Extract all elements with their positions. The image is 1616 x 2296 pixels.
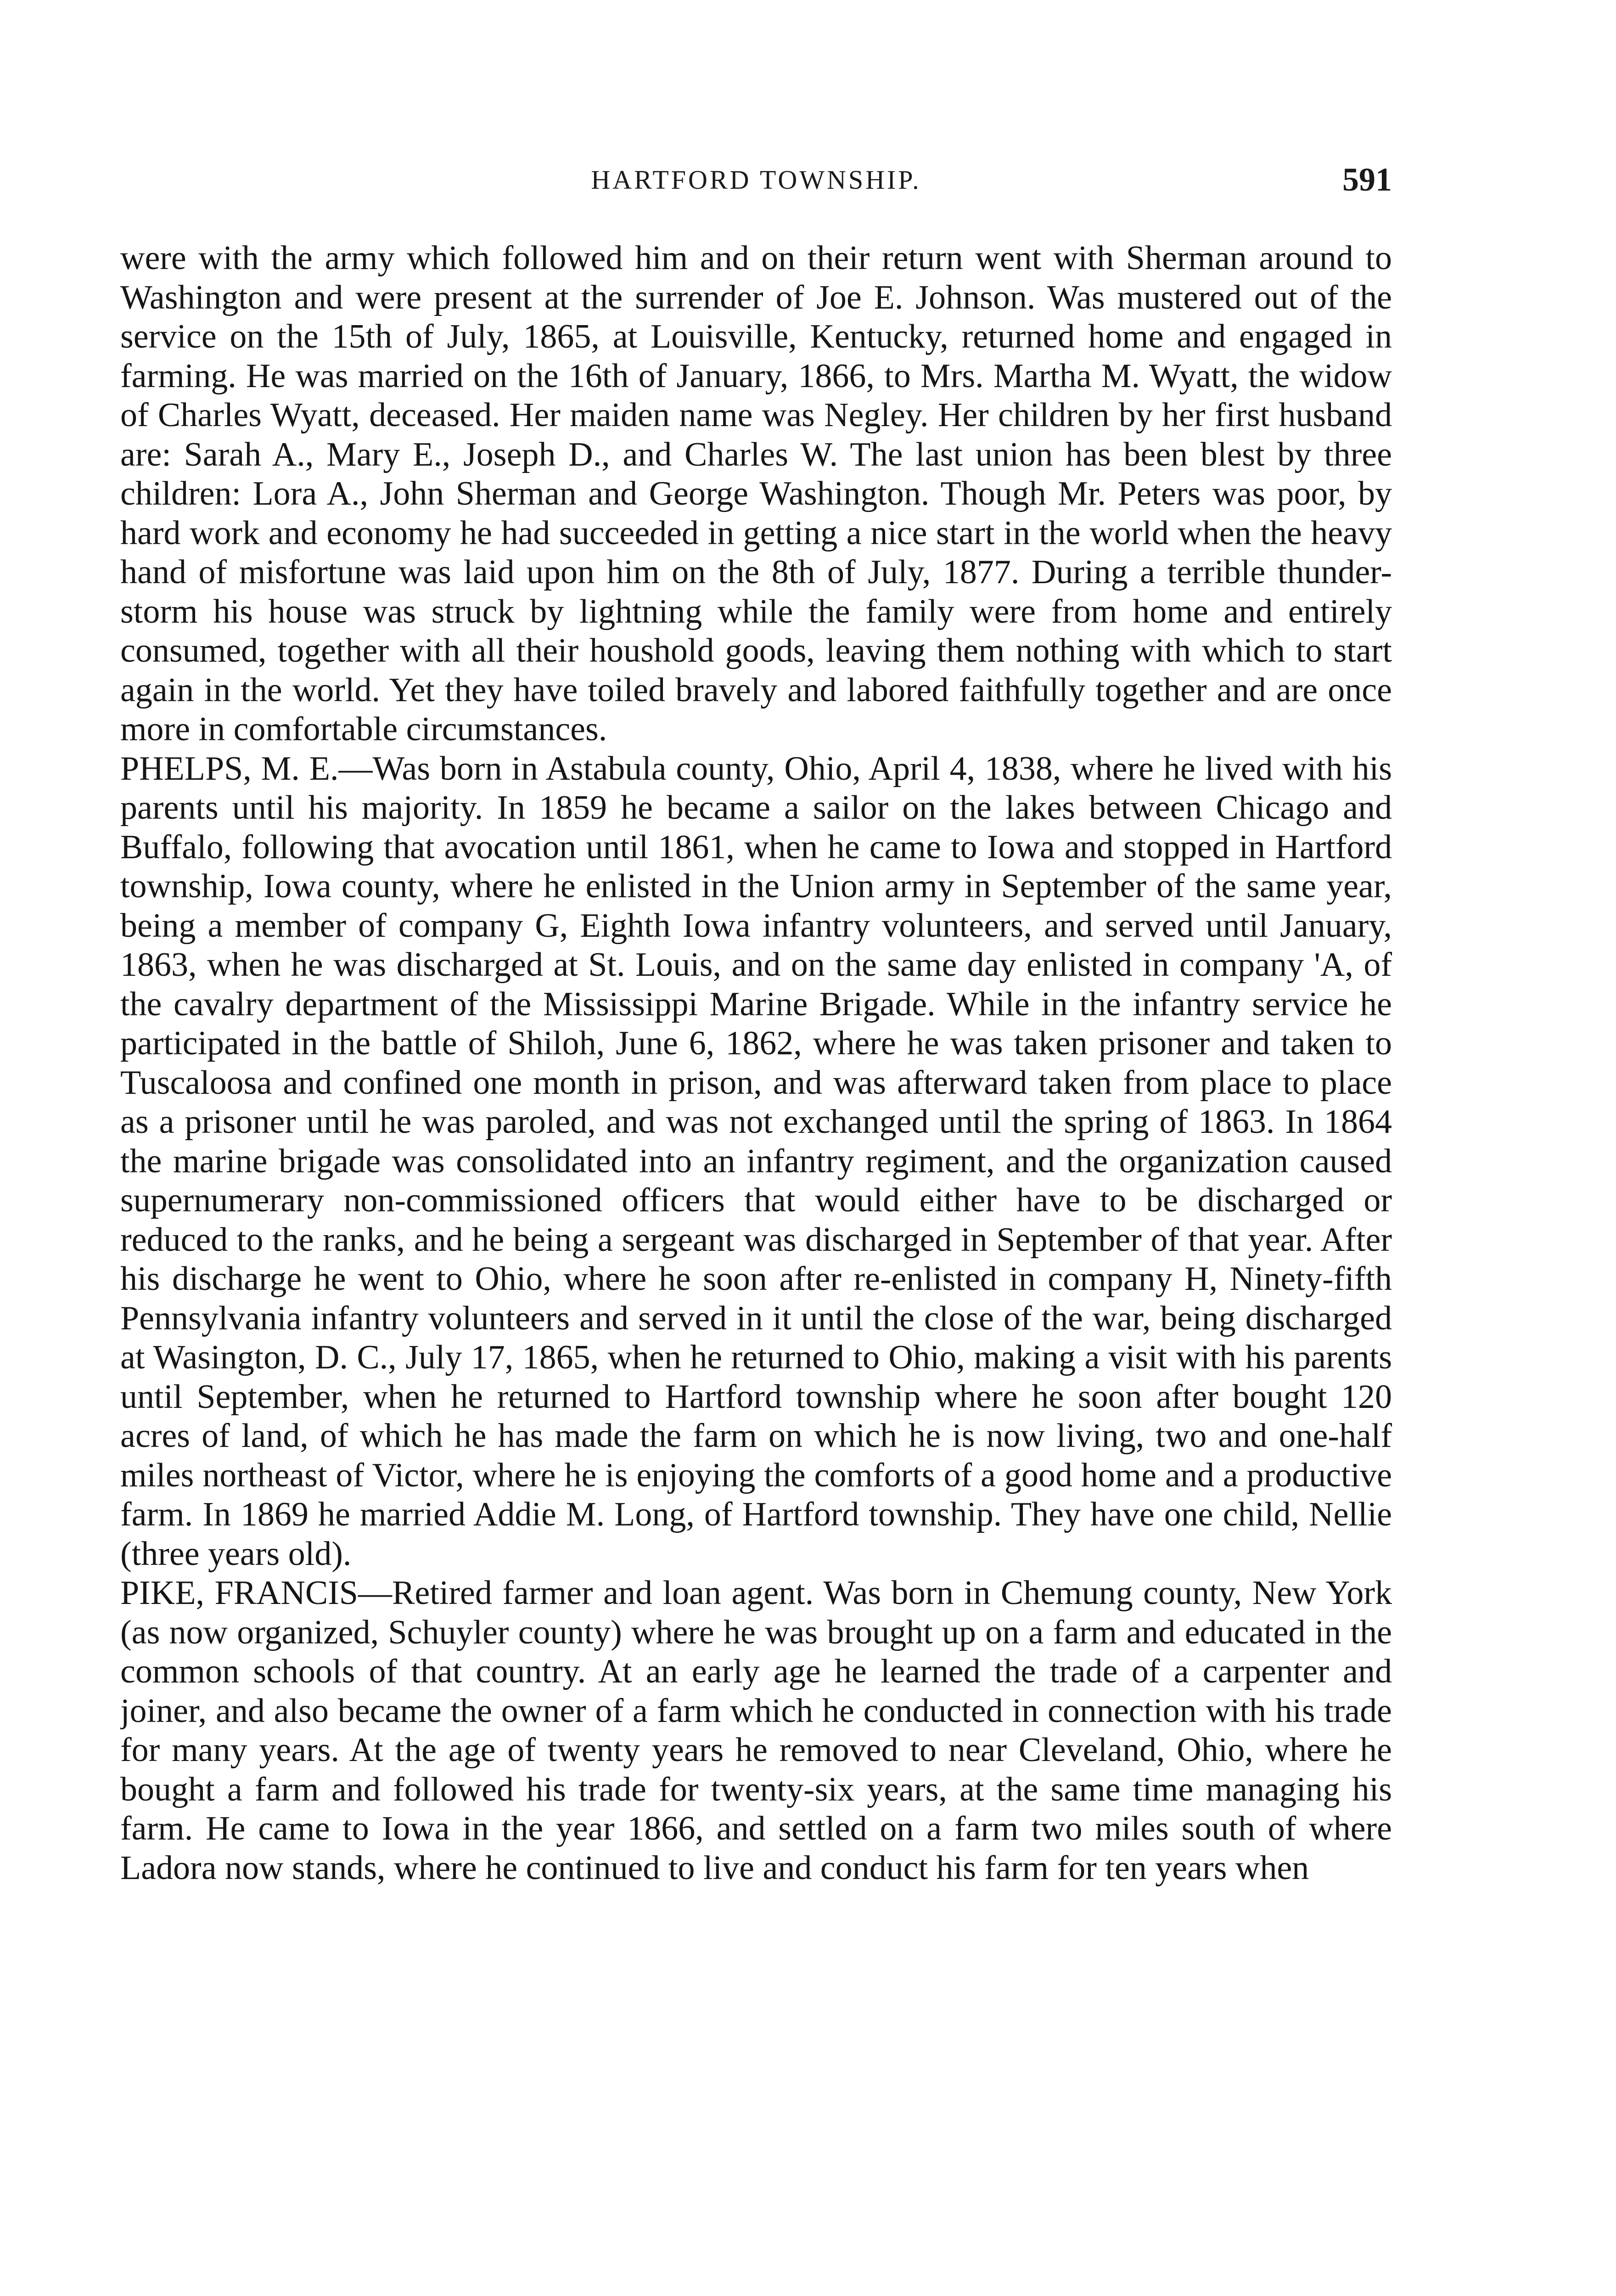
paragraph-pike-entry: PIKE, FRANCIS—Retired farmer and loan agent. Was born in Chemung county, New York (as now organized, Schuyler county) where he was brought up on a farm and educated in the common schools of that country. At an early age he learned the trade of a carpenter and joiner, and also became the owner of a farm which he conducted in connection with his trade for many years. At the age of twenty years he removed to near Cleveland, Ohio, where he bought a farm and followed his trade for twenty-six years, at the same time managing his farm. He came to Iowa in the year 1866, and settled on a farm two miles south of where Ladora now stands, where he continued to live and conduct his farm for ten years when xyxy=(120,1574,1392,1887)
running-head-title: HARTFORD TOWNSHIP. xyxy=(591,165,921,195)
page-number: 591 xyxy=(1342,161,1392,198)
body-text xyxy=(120,239,1392,2296)
paragraph-peters-continued: were with the army which followed him and on their return went with Sherman around to Washington and were present at the surrender of Joe E. Johnson. Was mustered out of the service on the 15th of July, 1865, at Louisville, Kentucky, returned home and engaged in farming. He was married on the 16th of January, 1866, to Mrs. Martha M. Wyatt, the widow of Charles Wyatt, deceased. Her maiden name was Negley. Her children by her first husband are: Sarah A., Mary E., Joseph D., and Charles W. The last union has been blest by three children: Lora A., John Sherman and George Washington. Though Mr. Peters was poor, by hard work and economy he had succeeded in getting a nice start in the world when the heavy hand of misfortune was laid upon him on the 8th of July, 1877. During a terrible thunder-storm his house was struck by lightning while the family were from home and entirely consumed, together with all their houshold goods, leaving them nothing with which to start again in the world. Yet they have toiled bravely and labored faithfully together and are once more in comfortable circumstances. xyxy=(120,239,1392,748)
paragraph-phelps-entry: PHELPS, M. E.—Was born in Astabula county, Ohio, April 4, 1838, where he lived with his parents until his majority. In 1859 he became a sailor on the lakes between Chicago and Buffalo, following that avocation until 1861, when he came to Iowa and stopped in Hartford township, Iowa county, where he enlisted in the Union army in September of the same year, being a member of company G, Eighth Iowa infantry volunteers, and served until January, 1863, when he was discharged at St. Louis, and on the same day enlisted in company 'A, of the cavalry department of the Mississippi Marine Brigade. While in the infantry service he participated in the battle of Shiloh, June 6, 1862, where he was taken prisoner and taken to Tuscaloosa and confined one month in prison, and was afterward taken from place to place as a prisoner until he was paroled, and was not exchanged until the spring of 1863. In 1864 the marine brigade was consolidated into an infantry regiment, and the organization caused supernumerary non-commissioned officers that would either have to be discharged or reduced to the ranks, and he being a sergeant was discharged in September of that year. After his discharge he went to Ohio, where he soon after re-enlisted in company H, Ninety-fifth Pennsylvania infantry volunteers and served in it until the close of the war, being discharged at Wasington, D. C., July 17, 1865, when he returned to Ohio, making a visit with his parents until September, when he returned to Hartford township where he soon after bought 120 acres of land, of which he has made the farm on which he is now living, two and one-half miles northeast of Victor, where he is enjoying the comforts of a good home and a productive farm. In 1869 he married Addie M. Long, of Hartford township. They have one child, Nellie (three years old). xyxy=(120,749,1392,1573)
running-header xyxy=(120,161,1392,207)
